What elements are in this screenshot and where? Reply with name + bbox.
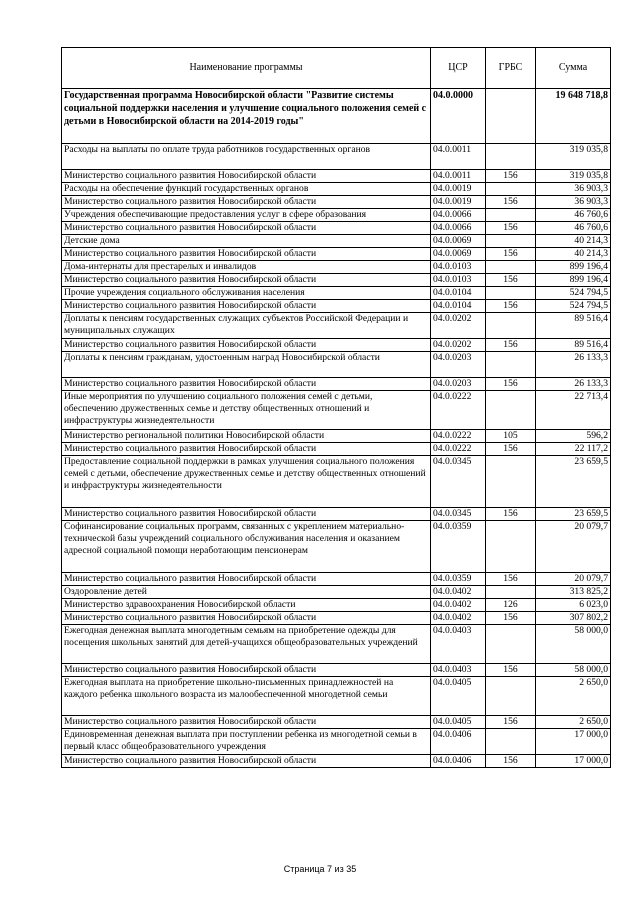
cell-csr: 04.0.0405 — [431, 716, 486, 729]
cell-grbs: 156 — [486, 248, 536, 261]
cell-sum: 26 133,3 — [536, 378, 611, 391]
cell-name: Предоставление социальной поддержки в рамках улучшения социального положения семей с детьми, обеспечение дружественных семье и детству общественных отношений и инфраструктуры жизнедеятельности — [62, 456, 431, 508]
cell-csr: 04.0.0406 — [431, 729, 486, 755]
cell-grbs: 156 — [486, 222, 536, 235]
table-row — [62, 586, 611, 599]
cell-name: Министерство социального развития Новосибирской области — [62, 664, 431, 677]
cell-sum: 596,2 — [536, 430, 611, 443]
page-number: Страница 7 из 35 — [283, 864, 357, 874]
cell-csr: 04.0.0359 — [431, 573, 486, 586]
cell-grbs — [486, 89, 536, 144]
cell-csr: 04.0.0103 — [431, 261, 486, 274]
cell-name: Министерство социального развития Новосибирской области — [62, 755, 431, 768]
table-row — [62, 170, 611, 183]
cell-csr: 04.0.0222 — [431, 391, 486, 430]
cell-csr: 04.0.0019 — [431, 183, 486, 196]
cell-sum: 46 760,6 — [536, 209, 611, 222]
cell-sum: 89 516,4 — [536, 313, 611, 339]
table-row — [62, 235, 611, 248]
cell-sum: 46 760,6 — [536, 222, 611, 235]
header-name: Наименование программы — [62, 48, 431, 89]
table-row — [62, 352, 611, 378]
cell-name: Расходы на обеспечение функций государственных органов — [62, 183, 431, 196]
cell-grbs — [486, 287, 536, 300]
cell-grbs — [486, 521, 536, 573]
table-row — [62, 612, 611, 625]
cell-sum: 313 825,2 — [536, 586, 611, 599]
cell-name: Министерство социального развития Новосибирской области — [62, 612, 431, 625]
cell-sum: 20 079,7 — [536, 573, 611, 586]
cell-sum: 319 035,8 — [536, 144, 611, 170]
table-row — [62, 313, 611, 339]
cell-name: Министерство социального развития Новосибирской области — [62, 222, 431, 235]
table-row — [62, 456, 611, 508]
table-header — [62, 48, 611, 89]
table-body — [62, 89, 611, 768]
table-row — [62, 521, 611, 573]
cell-csr: 04.0.0222 — [431, 430, 486, 443]
cell-grbs: 156 — [486, 664, 536, 677]
cell-sum: 36 903,3 — [536, 196, 611, 209]
table-row — [62, 287, 611, 300]
header-sum: Сумма — [536, 48, 611, 89]
cell-name: Министерство социального развития Новосибирской области — [62, 170, 431, 183]
cell-sum: 2 650,0 — [536, 677, 611, 716]
cell-grbs — [486, 183, 536, 196]
cell-sum: 89 516,4 — [536, 339, 611, 352]
cell-sum: 40 214,3 — [536, 235, 611, 248]
cell-grbs — [486, 729, 536, 755]
cell-sum: 899 196,4 — [536, 261, 611, 274]
cell-name: Учреждения обеспечивающие предоставления услуг в сфере образования — [62, 209, 431, 222]
cell-name: Оздоровление детей — [62, 586, 431, 599]
cell-name: Государственная программа Новосибирской области "Развитие системы социальной поддержки населения и улучшение социального положения семей с детьми в Новосибирской области на 2014-2019 годы" — [62, 89, 431, 144]
cell-grbs — [486, 144, 536, 170]
table-row — [62, 209, 611, 222]
cell-grbs — [486, 352, 536, 378]
cell-grbs — [486, 391, 536, 430]
table-row — [62, 274, 611, 287]
cell-grbs — [486, 261, 536, 274]
cell-csr: 04.0.0203 — [431, 378, 486, 391]
cell-csr: 04.0.0403 — [431, 625, 486, 664]
cell-name: Министерство социального развития Новосибирской области — [62, 274, 431, 287]
cell-grbs — [486, 625, 536, 664]
cell-csr: 04.0.0222 — [431, 443, 486, 456]
cell-grbs: 156 — [486, 300, 536, 313]
cell-name: Иные мероприятия по улучшению социального положения семей с детьми, обеспечению дружественных семье и детству общественных отношений и инфраструктуры жизнедеятельности — [62, 391, 431, 430]
cell-grbs: 156 — [486, 196, 536, 209]
table-row — [62, 599, 611, 612]
cell-csr: 04.0.0011 — [431, 170, 486, 183]
table-row — [62, 664, 611, 677]
cell-name: Министерство региональной политики Новосибирской области — [62, 430, 431, 443]
cell-grbs — [486, 456, 536, 508]
cell-csr: 04.0.0345 — [431, 456, 486, 508]
table-row — [62, 508, 611, 521]
cell-sum: 2 650,0 — [536, 716, 611, 729]
cell-name: Расходы на выплаты по оплате труда работников государственных органов — [62, 144, 431, 170]
cell-sum: 58 000,0 — [536, 625, 611, 664]
cell-grbs: 156 — [486, 612, 536, 625]
cell-name: Министерство социального развития Новосибирской области — [62, 716, 431, 729]
cell-name: Прочие учреждения социального обслуживания населения — [62, 287, 431, 300]
table-row — [62, 443, 611, 456]
cell-sum: 36 903,3 — [536, 183, 611, 196]
cell-csr: 04.0.0202 — [431, 313, 486, 339]
cell-sum: 26 133,3 — [536, 352, 611, 378]
cell-sum: 58 000,0 — [536, 664, 611, 677]
cell-grbs: 126 — [486, 599, 536, 612]
cell-csr: 04.0.0011 — [431, 144, 486, 170]
table-row — [62, 183, 611, 196]
table-row — [62, 430, 611, 443]
table-row — [62, 573, 611, 586]
cell-csr: 04.0.0345 — [431, 508, 486, 521]
cell-csr: 04.0.0066 — [431, 222, 486, 235]
cell-name: Министерство социального развития Новосибирской области — [62, 378, 431, 391]
cell-name: Министерство социального развития Новосибирской области — [62, 443, 431, 456]
cell-name: Министерство социального развития Новосибирской области — [62, 248, 431, 261]
cell-grbs: 156 — [486, 378, 536, 391]
cell-csr: 04.0.0069 — [431, 235, 486, 248]
cell-sum: 319 035,8 — [536, 170, 611, 183]
table-row — [62, 222, 611, 235]
budget-table — [61, 47, 611, 768]
cell-name: Министерство социального развития Новосибирской области — [62, 508, 431, 521]
cell-name: Единовременная денежная выплата при поступлении ребенка из многодетной семьи в первый класс общеобразовательного учреждения — [62, 729, 431, 755]
cell-csr: 04.0.0066 — [431, 209, 486, 222]
cell-csr: 04.0.0019 — [431, 196, 486, 209]
cell-sum: 17 000,0 — [536, 755, 611, 768]
cell-csr: 04.0.0402 — [431, 586, 486, 599]
cell-csr: 04.0.0203 — [431, 352, 486, 378]
cell-sum: 899 196,4 — [536, 274, 611, 287]
cell-sum: 6 023,0 — [536, 599, 611, 612]
cell-csr: 04.0.0403 — [431, 664, 486, 677]
cell-name: Ежегодная денежная выплата многодетным семьям на приобретение одежды для посещения школьных занятий для детей-учащихся общеобразовательных учреждений — [62, 625, 431, 664]
header-grbs: ГРБС — [486, 48, 536, 89]
cell-sum: 40 214,3 — [536, 248, 611, 261]
cell-name: Ежегодная выплата на приобретение школьно-письменных принадлежностей на каждого ребенка школьного возраста из малообеспеченной многодетной семьи — [62, 677, 431, 716]
cell-csr: 04.0.0103 — [431, 274, 486, 287]
cell-grbs: 156 — [486, 508, 536, 521]
table-row — [62, 339, 611, 352]
cell-grbs: 156 — [486, 339, 536, 352]
cell-sum: 23 659,5 — [536, 456, 611, 508]
cell-grbs: 156 — [486, 716, 536, 729]
cell-csr: 04.0.0069 — [431, 248, 486, 261]
table-row — [62, 625, 611, 664]
table-row — [62, 196, 611, 209]
cell-name: Доплаты к пенсиям гражданам, удостоенным наград Новосибирской области — [62, 352, 431, 378]
cell-csr: 04.0.0104 — [431, 300, 486, 313]
cell-grbs — [486, 586, 536, 599]
cell-name: Министерство социального развития Новосибирской области — [62, 339, 431, 352]
cell-name: Министерство здравоохранения Новосибирской области — [62, 599, 431, 612]
table-row — [62, 261, 611, 274]
cell-sum: 307 802,2 — [536, 612, 611, 625]
table-row — [62, 378, 611, 391]
cell-sum: 20 079,7 — [536, 521, 611, 573]
cell-name: Дома-интернаты для престарелых и инвалидов — [62, 261, 431, 274]
cell-grbs — [486, 677, 536, 716]
cell-name: Детские дома — [62, 235, 431, 248]
cell-name: Министерство социального развития Новосибирской области — [62, 573, 431, 586]
table-row — [62, 248, 611, 261]
cell-grbs: 156 — [486, 573, 536, 586]
table-row — [62, 391, 611, 430]
cell-grbs: 105 — [486, 430, 536, 443]
cell-name: Доплаты к пенсиям государственных служащих субъектов Российской Федерации и муниципальных служащих — [62, 313, 431, 339]
cell-name: Министерство социального развития Новосибирской области — [62, 196, 431, 209]
cell-grbs: 156 — [486, 170, 536, 183]
cell-grbs: 156 — [486, 755, 536, 768]
cell-sum: 22 117,2 — [536, 443, 611, 456]
cell-sum: 17 000,0 — [536, 729, 611, 755]
cell-grbs — [486, 313, 536, 339]
cell-csr: 04.0.0405 — [431, 677, 486, 716]
cell-grbs: 156 — [486, 443, 536, 456]
cell-grbs — [486, 209, 536, 222]
header-csr: ЦСР — [431, 48, 486, 89]
cell-csr: 04.0.0359 — [431, 521, 486, 573]
table-row — [62, 729, 611, 755]
cell-sum: 524 794,5 — [536, 287, 611, 300]
cell-csr: 04.0.0202 — [431, 339, 486, 352]
table-row — [62, 144, 611, 170]
table-row — [62, 716, 611, 729]
cell-grbs — [486, 235, 536, 248]
cell-sum: 19 648 718,8 — [536, 89, 611, 144]
cell-name: Министерство социального развития Новосибирской области — [62, 300, 431, 313]
table-row — [62, 300, 611, 313]
cell-sum: 22 713,4 — [536, 391, 611, 430]
cell-sum: 23 659,5 — [536, 508, 611, 521]
cell-grbs: 156 — [486, 274, 536, 287]
cell-sum: 524 794,5 — [536, 300, 611, 313]
cell-csr: 04.0.0000 — [431, 89, 486, 144]
table-row — [62, 755, 611, 768]
table-row — [62, 89, 611, 144]
table-row — [62, 677, 611, 716]
cell-csr: 04.0.0402 — [431, 599, 486, 612]
cell-name: Софинансирование социальных программ, связанных с укреплением материально-технической базы учреждений социального обслуживания населения и оказанием адресной социальной помощи неработающим пенсионерам — [62, 521, 431, 573]
cell-csr: 04.0.0104 — [431, 287, 486, 300]
cell-csr: 04.0.0402 — [431, 612, 486, 625]
cell-csr: 04.0.0406 — [431, 755, 486, 768]
